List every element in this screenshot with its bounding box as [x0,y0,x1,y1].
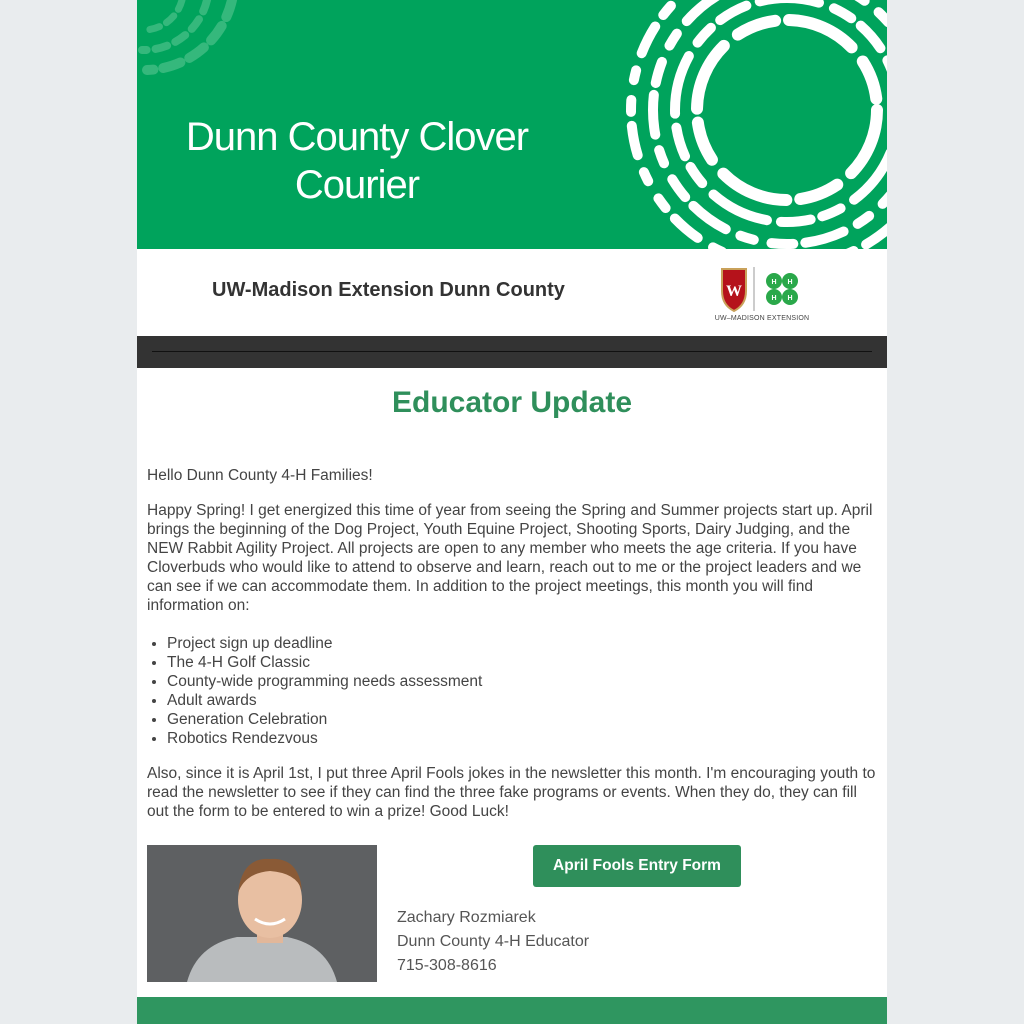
divider-bar [137,336,887,368]
list-item: • Project sign up deadline [167,634,877,653]
list-item: • Generation Celebration [167,710,877,729]
letter-closing: Also, since it is April 1st, I put three April Fools jokes in the newsletter this month. I'm encouraging youth to read the newsletter to see if they can find the three fake programs or events. When they do, they can fill out the form to be entered to win a prize! Good Luck! [147,765,876,820]
contact-phone[interactable]: 715-308-8616 [397,957,497,974]
svg-text:W: W [726,283,742,300]
list-item: • County-wide programming needs assessment [167,672,877,691]
svg-text:H: H [787,279,793,286]
logo-text: UW–MADISON EXTENSION [714,315,810,322]
organization-bar [137,249,887,336]
educator-photo [147,845,377,982]
letter-content [147,368,877,821]
header-banner [137,0,887,249]
april-fools-entry-form-button[interactable]: April Fools Entry Form [533,845,741,887]
organization-name: UW-Madison Extension Dunn County [212,279,565,301]
uw-crest-and-4h-clover-icon [712,265,812,315]
newsletter-title: Dunn County Clover Courier [185,115,529,207]
svg-text:H: H [771,279,777,286]
svg-text:H: H [771,295,777,302]
uw-extension-logo [712,265,812,325]
topics-list [147,634,877,748]
list-item: • The 4-H Golf Classic [167,653,877,672]
section-title: Educator Update [391,386,633,419]
letter-greeting: Hello Dunn County 4-H Families! [147,467,373,484]
newsletter-page [137,0,887,1024]
footer-bar [137,997,887,1024]
list-item: • Robotics Rendezvous [167,729,877,748]
divider-line [152,351,872,352]
portrait-image [147,845,377,982]
contact-name: Zachary Rozmiarek [397,909,536,926]
svg-text:H: H [787,295,793,302]
contact-info [397,906,589,978]
contact-title: Dunn County 4-H Educator [397,933,590,950]
letter-intro: Happy Spring! I get energized this time of year from seeing the Spring and Summer projects start up. April brings the beginning of the Dog Project, Youth Equine Project, Shooting Sports, Dairy Judging, and the NEW Rabbit Agility Project. All projects are open to any member who meets the age criteria. If you have Cloverbuds who would like to attend to observe and learn, reach out to me or the project leaders and we can see if we can accommodate them. In addition to the project meetings, this month you will find information on: [147,502,873,614]
list-item: • Adult awards [167,691,877,710]
